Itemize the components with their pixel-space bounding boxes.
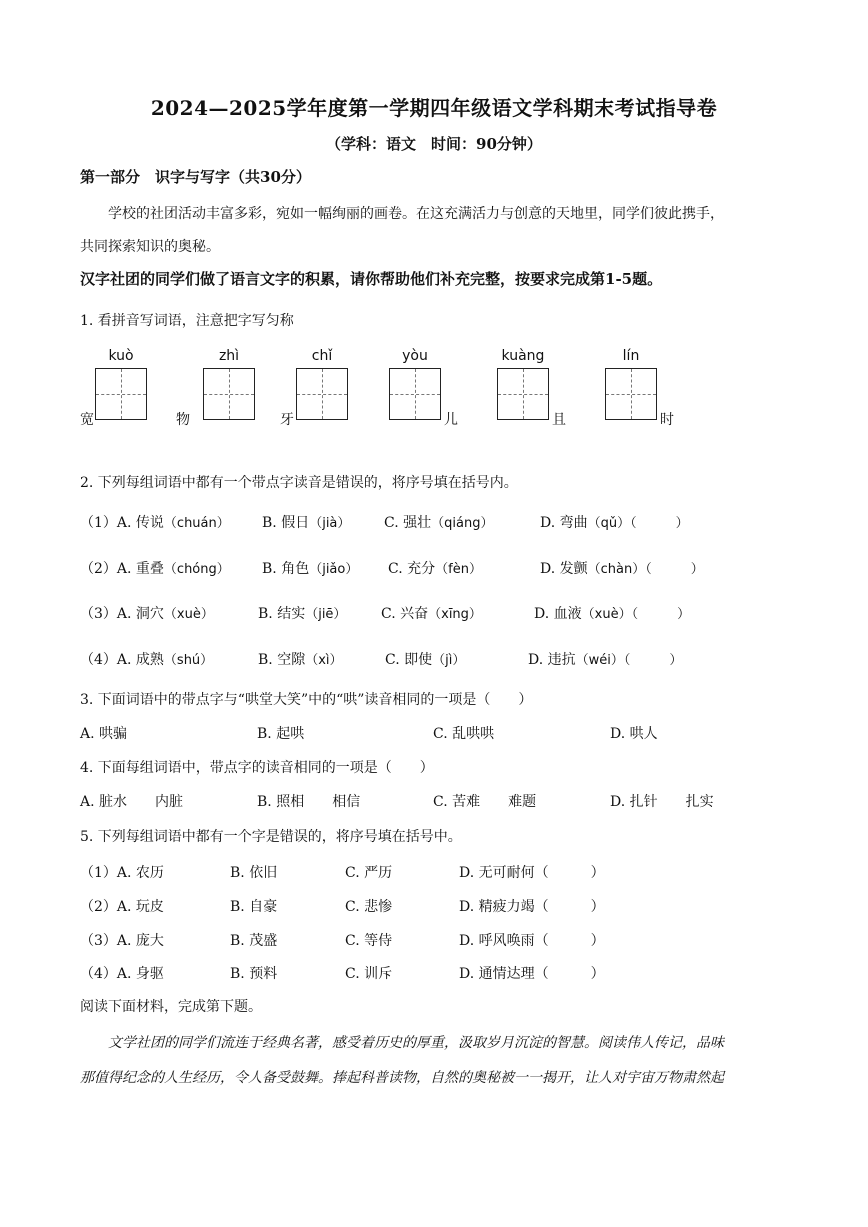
word-char: 且 bbox=[552, 412, 566, 428]
q2-row-1-b: B. 假日（jià） bbox=[262, 515, 351, 531]
q3-option-b: B. 起哄 bbox=[257, 726, 305, 742]
intro-line-1: 学校的社团活动丰富多彩，宛如一幅绚丽的画卷。在这充满活力与创意的天地里，同学们彼此携手， bbox=[108, 206, 724, 222]
word-char: 儿 bbox=[444, 412, 458, 428]
pinyin-label: kuàng bbox=[501, 348, 545, 364]
q4-option-c: C. 苦难 难题 bbox=[433, 794, 537, 810]
writing-box[interactable] bbox=[605, 368, 657, 420]
q2-row-3-d: D. 血液（xuè）（ ） bbox=[534, 606, 691, 622]
q2-row-1-c: C. 强壮（qiáng） bbox=[384, 515, 494, 531]
reading-intro: 阅读下面材料，完成第下题。 bbox=[80, 999, 262, 1015]
q2-row-2-a: （2）A. 重叠（chóng） bbox=[80, 561, 230, 577]
pinyin-label: yòu bbox=[402, 348, 428, 364]
pinyin-label: lín bbox=[622, 348, 640, 364]
question-3-text: 3. 下面词语中的带点字与“哄堂大笑”中的“哄”读音相同的一项是（ ） bbox=[80, 692, 533, 708]
q5-row-1-b: B. 依旧 bbox=[230, 865, 278, 881]
intro-line-2: 共同探索知识的奥秘。 bbox=[80, 239, 220, 255]
q5-row-4-c: C. 训斥 bbox=[345, 966, 393, 982]
writing-box[interactable] bbox=[389, 368, 441, 420]
reading-line-1: 文学社团的同学们流连于经典名著，感受着历史的厚重，汲取岁月沉淀的智慧。阅读伟人传记，品味 bbox=[108, 1035, 724, 1051]
q5-row-3-b: B. 茂盛 bbox=[230, 933, 278, 949]
instruction-text: 汉字社团的同学们做了语言文字的积累，请你帮助他们补充完整，按要求完成第1-5题。 bbox=[80, 270, 663, 288]
question-4-text: 4. 下面每组词语中，带点字的读音相同的一项是（ ） bbox=[80, 760, 434, 776]
pinyin-label: zhì bbox=[218, 348, 240, 364]
q2-row-4-a: （4）A. 成熟（shú） bbox=[80, 652, 214, 668]
q2-row-1-a: （1）A. 传说（chuán） bbox=[80, 515, 230, 531]
page-subtitle: （学科：语文 时间：90分钟） bbox=[326, 135, 542, 153]
question-5-text: 5. 下列每组词语中都有一个字是错误的，将序号填在括号中。 bbox=[80, 829, 462, 845]
q5-row-3-a: （3）A. 庞大 bbox=[80, 933, 164, 949]
q5-row-2-a: （2）A. 玩皮 bbox=[80, 899, 164, 915]
question-1-text: 1. 看拼音写词语，注意把字写匀称 bbox=[80, 313, 294, 329]
pinyin-label: kuò bbox=[108, 348, 134, 364]
question-2-text: 2. 下列每组词语中都有一个带点字读音是错误的，将序号填在括号内。 bbox=[80, 475, 518, 491]
q5-row-1-c: C. 严历 bbox=[345, 865, 393, 881]
q2-row-4-c: C. 即使（jì） bbox=[385, 652, 466, 668]
q2-row-3-a: （3）A. 洞穴（xuè） bbox=[80, 606, 214, 622]
q5-row-3-d: D. 呼风唤雨（ ） bbox=[459, 933, 605, 949]
q5-row-1-a: （1）A. 农历 bbox=[80, 865, 164, 881]
q5-row-3-c: C. 等侍 bbox=[345, 933, 393, 949]
q2-row-2-b: B. 角色（jiǎo） bbox=[262, 561, 359, 577]
writing-box[interactable] bbox=[203, 368, 255, 420]
page-title: 2024—2025学年度第一学期四年级语文学科期末考试指导卷 bbox=[150, 96, 718, 120]
q4-option-d: D. 扎针 扎实 bbox=[610, 794, 714, 810]
reading-line-2: 那值得纪念的人生经历，令人备受鼓舞。捧起科普读物，自然的奥秘被一一揭开，让人对宇宙万物肃然起 bbox=[80, 1070, 724, 1086]
word-char: 物 bbox=[176, 412, 190, 428]
q5-row-4-d: D. 通情达理（ ） bbox=[459, 966, 605, 982]
q2-row-4-b: B. 空隙（xì） bbox=[258, 652, 343, 668]
q5-row-4-b: B. 预料 bbox=[230, 966, 278, 982]
q2-row-3-b: B. 结实（jiē） bbox=[258, 606, 347, 622]
q4-option-b: B. 照相 相信 bbox=[257, 794, 361, 810]
section-heading: 第一部分 识字与写字（共30分） bbox=[80, 168, 311, 186]
q2-row-2-d: D. 发颤（chàn）（ ） bbox=[540, 561, 704, 577]
q5-row-1-d: D. 无可耐何（ ） bbox=[459, 865, 605, 881]
q5-row-2-d: D. 精疲力竭（ ） bbox=[459, 899, 605, 915]
q4-option-a: A. 脏水 内脏 bbox=[80, 794, 184, 810]
q2-row-2-c: C. 充分（fèn） bbox=[388, 561, 482, 577]
q2-row-3-c: C. 兴奋（xīng） bbox=[381, 606, 482, 622]
q2-row-1-d: D. 弯曲（qǔ）（ ） bbox=[540, 515, 689, 531]
writing-box[interactable] bbox=[497, 368, 549, 420]
q5-row-2-b: B. 自豪 bbox=[230, 899, 278, 915]
q5-row-2-c: C. 悲惨 bbox=[345, 899, 393, 915]
q3-option-c: C. 乱哄哄 bbox=[433, 726, 495, 742]
writing-box[interactable] bbox=[95, 368, 147, 420]
q3-option-d: D. 哄人 bbox=[610, 726, 658, 742]
q2-row-4-d: D. 违抗（wéi）（ ） bbox=[528, 652, 683, 668]
word-char: 宽 bbox=[80, 412, 94, 428]
pinyin-label: chǐ bbox=[311, 348, 333, 364]
word-char: 牙 bbox=[280, 412, 294, 428]
q5-row-4-a: （4）A. 身驱 bbox=[80, 966, 164, 982]
q3-option-a: A. 哄骗 bbox=[80, 726, 128, 742]
writing-box[interactable] bbox=[296, 368, 348, 420]
word-char: 时 bbox=[660, 412, 674, 428]
